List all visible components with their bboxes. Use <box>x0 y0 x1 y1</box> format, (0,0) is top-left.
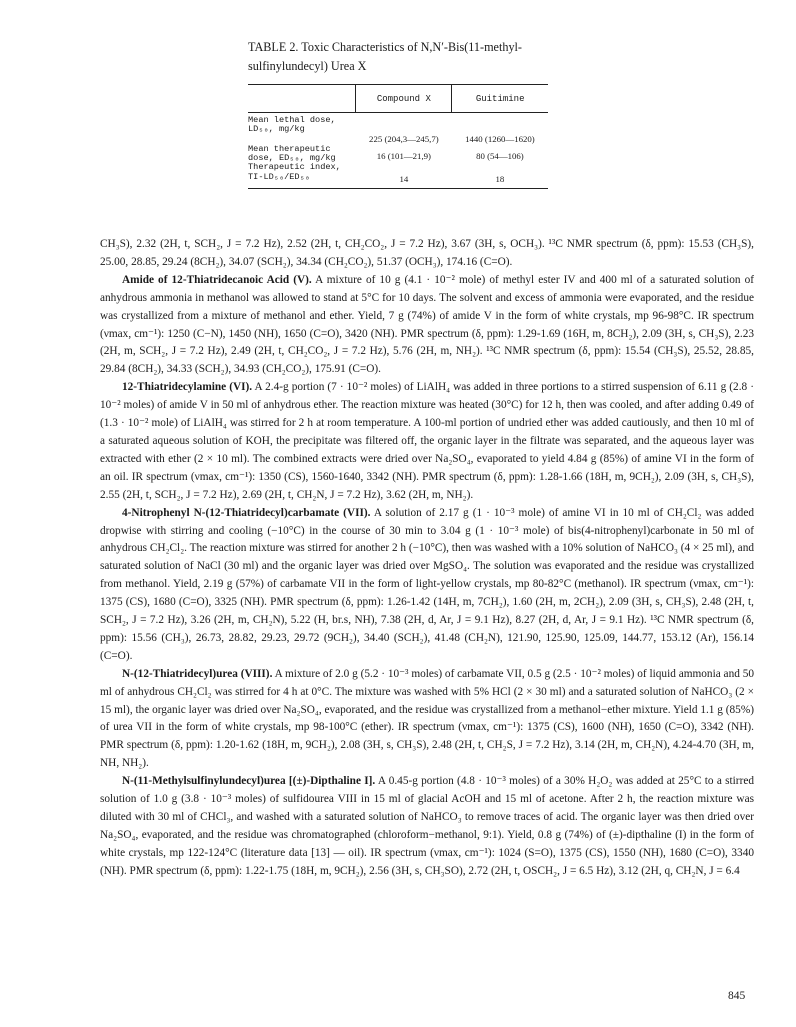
table-row <box>248 145 548 163</box>
row-label: Mean lethal dose, LD₅₀, mg/kg <box>248 115 336 135</box>
header-compound-x: Compound X <box>356 85 452 113</box>
cell-guitimine: 80 (54—106) <box>476 151 524 161</box>
table-2 <box>248 38 548 189</box>
section-heading: N-(11-Methylsulfinylundecyl)urea [(±)-Dipthaline I]. <box>122 775 376 788</box>
section-heading: 4-Nitrophenyl N-(12-Thiatridecyl)carbamate (VII). <box>122 506 371 519</box>
paragraph-text: A mixture of 10 g (4.1 · 10⁻² mole) of methyl ester IV and 400 ml of a saturated solution of anhydrous ammonia in methanol was allowed to stand at 5°C for 10 days. The solvent and excess of ammonia were evaporated, and the residue was crystallized from a mixture of methanol and ether. Yield, 7 g (74%) of amide V in the form of white crystals, mp 96-98°C. IR spectrum (νmax, cm⁻¹): 1250 (C−N), 1450 (NH), 1650 (C=O), 3420 (NH). PMR spectrum (δ, ppm): 1.29-1.69 (16H, m, 8CH₂), 2.09 (3H, s, CH₃S), 2.23 (2H, m, SCH₂, J = 7.2 Hz), 2.49 (2H, t, CH₂CO₂, J = 7.2 Hz), 5.76 (2H, m, NH₂). ¹³C NMR spectrum (δ, ppm): 15.54 (CH₃S), 25.52, 28.85, 29.84 (8CH₂), 34.33 (SCH₂), 34.93 (CH₂CO₂), 175.91 (C=O). <box>100 273 754 376</box>
paragraph-text: A mixture of 2.0 g (5.2 · 10⁻³ moles) of carbamate VII, 0.5 g (2.5 · 10⁻² moles) of liquid ammonia and 50 ml of anhydrous CH₂Cl₂ was stirred for 4 h at 0°C. The mixture was washed with 5% HCl (2 × 30 ml) and a saturated solution of NaHCO₃ (2 × 15 ml), the organic layer was dried over Na₂SO₄, evaporated, and the residue was crystallized from a methanol−ether mixture. Yield 1.1 g (85%) of urea VII in the form of white crystals, mp 98-100°C (ether). IR spectrum (νmax, cm⁻¹): 1375 (CS), 1600 (NH), 1650 (C=O), 3342 (NH). PMR spectrum (δ, ppm): 1.20-1.62 (18H, m, 9CH₂), 2.08 (3H, s, CH₃S), 2.48 (2H, t, CH₂S, J = 7.2 Hz), 3.14 (2H, m, CH₂N), 4.24-4.70 (3H, m, NH, NH₂). <box>100 667 754 770</box>
header-label <box>248 85 356 113</box>
cell-guitimine: 18 <box>495 174 505 185</box>
table-header-row <box>248 85 548 113</box>
section-heading: N-(12-Thiatridecyl)urea (VIII). <box>122 667 273 680</box>
paragraph <box>100 773 754 880</box>
table-row <box>248 113 548 146</box>
section-heading: Amide of 12-Thiatridecanoic Acid (V). <box>122 273 312 286</box>
table-row <box>248 163 548 189</box>
paragraph-text: A solution of 2.17 g (1 · 10⁻³ mole) of amine VI in 10 ml of CH₂Cl₂ was added dropwise with stirring and cooling (−10°C) in the course of 30 min to 3.04 g (1 · 10⁻³ mole) of bis(4-nitrophenyl)carbonate in 50 ml of anhydrous CH₂Cl₂. The reaction mixture was stirred for another 2 h (−10°C), then was washed with a 10% solution of NaHCO₃ (4 × 25 ml), and saturated solution of NaCl (30 ml) and the organic layer was dried over MgSO₄. The solution was evaporated and the residue was crystallized from methanol. Yield, 2.19 g (57%) of carbamate VII in the form of light-yellow crystals, mp 80-82°C (methanol). IR spectrum (νmax, cm⁻¹): 1375 (CS), 1680 (C=O), 3325 (NH). PMR spectrum (δ, ppm): 1.26-1.42 (14H, m, 7CH₂), 1.60 (2H, m, 2CH₂), 2.09 (3H, s, CH₃S), 2.48 (2H, t, SCH₂, J = 7.2 Hz), 3.26 (2H, m, CH₂N), 5.22 (H, br.s, NH), 7.38 (2H, d, Ar, J = 9.1 Hz), 8.27 (2H, d, Ar, J = 9.1 Hz). ¹³C NMR spectrum (δ, ppm): 15.56 (CH₃), 26.73, 28.82, 29.23, 29.72 (9CH₂), 34.40 (SCH₂), 41.48 (CH₂N), 121.90, 125.90, 125.09, 144.77, 153.12 (Ar), 156.14 (C=O). <box>100 506 754 662</box>
cell-guitimine: 1440 (1260—1620) <box>465 134 535 144</box>
paragraph-text: A 0.45-g portion (4.8 · 10⁻³ moles) of a 30% H₂O₂ was added at 25°C to a stirred solution of 1.0 g (3.8 · 10⁻³ moles) of sulfidourea VIII in 15 ml of glacial AcOH and 15 ml of acetone. After 2 h, the reaction mixture was diluted with 30 ml of CHCl₃, and washed with a saturated solution of NaHCO₃ to remove traces of acid. The organic layer was then dried over Na₂SO₄, evaporated, and the residue was chromatographed (chloroform−methanol, 9:1). Yield, 0.8 g (74%) of (±)-dipthaline (I) in the form of white crystals, mp 122-124°C (literature data [13] — oil). IR spectrum (νmax, cm⁻¹): 1024 (S=O), 1375 (CS), 1550 (NH), 1680 (C=O), 3340 (NH). PMR spectrum (δ, ppm): 1.22-1.75 (18H, m, 9CH₂), 2.56 (3H, s, CH₃SO), 2.72 (2H, t, OSCH₂, J = 6.5 Hz), 3.12 (2H, q, CH₂N, J = 6.4 <box>100 775 754 877</box>
header-guitimine: Guitimine <box>452 85 548 113</box>
paragraph <box>100 379 754 504</box>
cell-compound-x: 14 <box>399 174 409 185</box>
cell-compound-x: 16 (101—21,9) <box>376 151 431 161</box>
paragraph-text: A 2.4-g portion (7 · 10⁻² moles) of LiAlH₄ was added in three portions to a stirred suspension of 6.11 g (2.8 · 10⁻² moles) of amide V in 50 ml of anhydrous ether. The reaction mixture was heated (30°C) for 12 h, then was cooled, and after adding 0.49 of (1.3 · 10⁻² mole) of LiAlH₄ was stirred for 2 h at room temperature. A 100-ml portion of undried ether was added cautiously, and then 10 ml of a saturated aqueous solution of KOH, the precipitate was filtered off, the organic layer in the filtrate was separated, and the aqueous layer was extracted with ether (2 × 10 ml). The combined extracts were dried over Na₂SO₄, evaporated to yield 4.84 g (85%) of amine VI in the form of an oil. IR spectrum (νmax, cm⁻¹): 1350 (CS), 1560-1640, 3342 (NH). PMR spectrum (δ, ppm): 1.28-1.66 (18H, m, 9CH₂), 2.09 (3H, s, CH₃S), 2.55 (2H, t, SCH₂, J = 7.2 Hz), 2.69 (2H, t, CH₂N, J = 7.2 Hz), 3.62 (2H, m, NH₂). <box>100 381 754 501</box>
page-number: 845 <box>728 990 746 1002</box>
row-label: Mean therapeutic dose, ED₅₀, mg/kg <box>248 144 336 164</box>
paragraph <box>100 272 754 379</box>
row-label: Therapeutic index, TI-LD₅₀/ED₅₀ <box>248 162 341 182</box>
body-text <box>100 236 754 881</box>
paragraph <box>100 505 754 666</box>
toxic-characteristics-table <box>248 84 548 189</box>
table-caption: TABLE 2. Toxic Characteristics of N,N′-Bis(11-methyl-sulfinylundecyl) Urea X <box>248 40 522 73</box>
paragraph <box>100 666 754 773</box>
paragraph-text: CH₃S), 2.32 (2H, t, SCH₂, J = 7.2 Hz), 2.52 (2H, t, CH₂CO₂, J = 7.2 Hz), 3.67 (3H, s, OCH₃). ¹³C NMR spectrum (δ, ppm): 15.53 (CH₃S), 25.00, 28.85, 29.24 (8CH₂), 34.07 (SCH₂), 34.34 (CH₂CO₂), 51.37 (OCH₃), 174.16 (C=O). <box>100 238 754 268</box>
cell-compound-x: 225 (204,3—245,7) <box>369 134 439 144</box>
paragraph <box>100 236 754 272</box>
section-heading: 12-Thiatridecylamine (VI). <box>122 381 253 394</box>
